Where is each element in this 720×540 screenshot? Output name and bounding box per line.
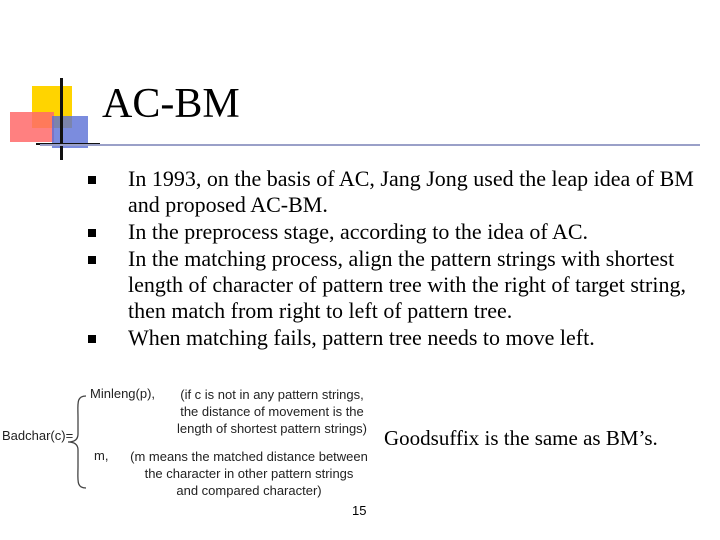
case1-line: (if c is not in any pattern strings, xyxy=(180,387,364,402)
slide-title: AC-BM xyxy=(102,81,240,127)
red-square xyxy=(10,112,54,142)
bullet-marker-icon xyxy=(88,256,96,264)
formula-lhs: Badchar(c)= xyxy=(2,428,74,443)
bullet-marker-icon xyxy=(88,335,96,343)
page-number: 15 xyxy=(352,503,367,518)
case2-line: the character in other pattern strings xyxy=(144,466,354,481)
case2-line: (m means the matched distance between xyxy=(130,449,368,464)
case2-line: and compared character) xyxy=(176,483,322,498)
badchar-formula xyxy=(0,386,380,496)
case1-condition xyxy=(172,386,372,437)
case1-line: length of shortest pattern strings) xyxy=(176,421,368,436)
case1-value: Minleng(p), xyxy=(90,386,156,401)
curly-brace-icon xyxy=(66,394,90,490)
bullet-item xyxy=(84,325,704,351)
case2-value: m, xyxy=(94,448,109,463)
bullet-text: In 1993, on the basis of AC, Jang Jong used the leap idea of BM and proposed AC-BM. xyxy=(128,166,694,217)
case1-line: the distance of movement is the xyxy=(180,404,364,419)
title-rule xyxy=(40,144,700,146)
goodsuffix-note: Goodsuffix is the same as BM’s. xyxy=(384,426,658,450)
vertical-line xyxy=(60,78,63,160)
bullet-marker-icon xyxy=(88,229,96,237)
bullet-marker-icon xyxy=(88,176,96,184)
bullet-item xyxy=(84,219,704,245)
bullet-text: In the matching process, align the pattern strings with shortest length of character of pattern tree with the right of target string, then match from right to left of pattern tree. xyxy=(128,246,686,323)
bullet-text: In the preprocess stage, according to the idea of AC. xyxy=(128,219,589,244)
bullet-item xyxy=(84,166,704,218)
case2-condition xyxy=(124,448,374,499)
bullet-item xyxy=(84,246,704,324)
bullet-list xyxy=(84,166,704,352)
bullet-text: When matching fails, pattern tree needs to move left. xyxy=(128,325,595,350)
